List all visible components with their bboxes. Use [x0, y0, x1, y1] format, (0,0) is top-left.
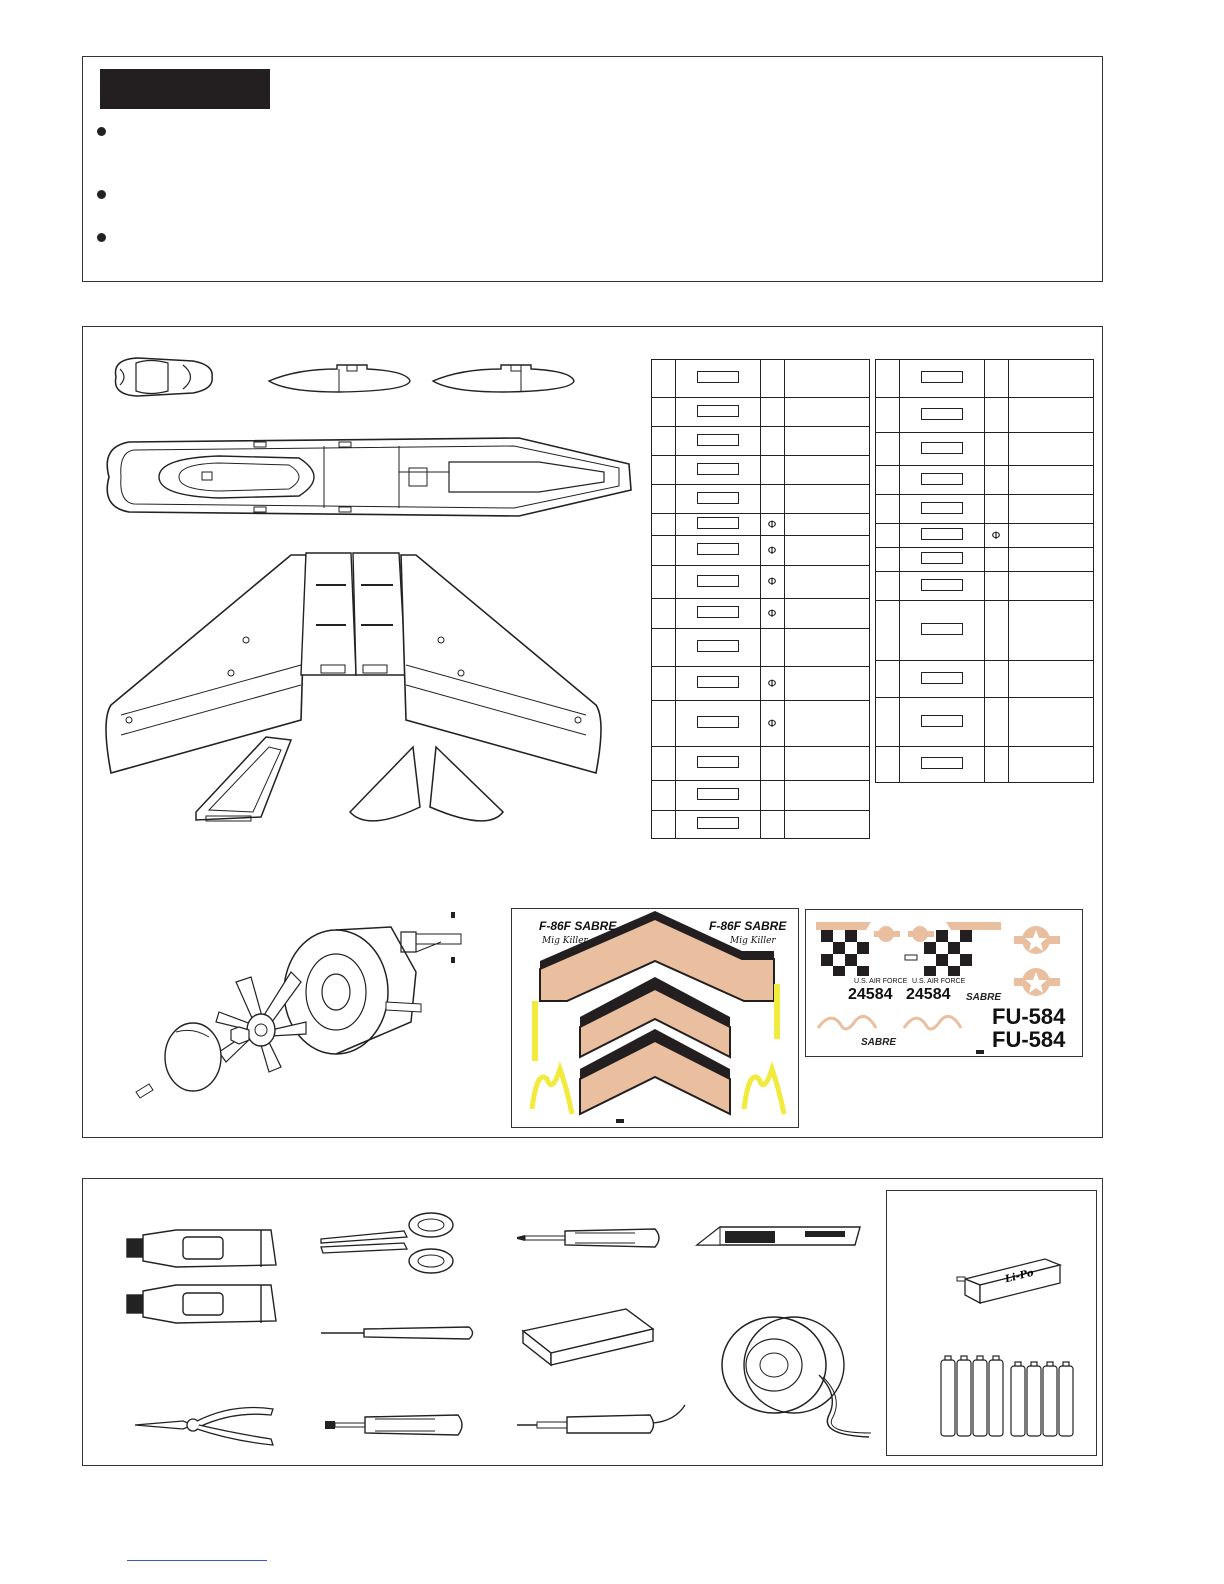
- part-description-cell: [784, 398, 870, 427]
- parts-row: [876, 747, 1094, 783]
- decal-sabre-1: SABRE: [966, 992, 1002, 1003]
- tape-roll-icon: [719, 1305, 879, 1445]
- part-number-cell: [652, 701, 676, 747]
- decal-sheet-1: [511, 908, 799, 1128]
- c-clip-small-icon: [899, 495, 984, 524]
- long-z-rod-icon: [675, 566, 760, 599]
- part-description-cell: [784, 629, 870, 667]
- small-clevis-set-icon: [675, 485, 760, 514]
- part-number-cell: [652, 811, 676, 839]
- part-number-cell: [876, 524, 900, 548]
- decal-sheet-2: [805, 909, 1083, 1057]
- part-number-cell: [652, 536, 676, 566]
- part-dimension-cell: [760, 629, 784, 667]
- linkage-stopper-icon: [675, 398, 760, 427]
- part-description-cell: [1008, 661, 1094, 698]
- parts-row: [652, 456, 870, 485]
- bracket-icon: [899, 433, 984, 466]
- tools-box: [82, 1178, 1103, 1466]
- needle-nose-pliers-icon: [133, 1401, 283, 1451]
- decal-title-right: F-86F SABRE: [709, 919, 787, 933]
- drop-tank-right: [431, 361, 576, 395]
- part-number-cell: [652, 514, 676, 536]
- part-number-cell: [876, 360, 900, 398]
- part-dimension-cell: Φ: [760, 701, 784, 747]
- part-dimension-cell: [984, 661, 1008, 698]
- horizontal-stabilizers-drawing: [348, 742, 508, 827]
- z-bend-rod-icon: [675, 514, 760, 536]
- part-dimension-cell: [984, 495, 1008, 524]
- parts-row: [652, 599, 870, 629]
- part-description-cell: [1008, 466, 1094, 495]
- rod-icon: [899, 524, 984, 548]
- part-number-cell: [876, 747, 900, 783]
- landing-gear-mount-icon: [899, 572, 984, 601]
- spring-icon: [675, 427, 760, 456]
- lipo-label: Li-Po: [1004, 1267, 1035, 1286]
- decal-serial-2: 24584: [906, 986, 951, 1003]
- screw-icon: [675, 629, 760, 667]
- parts-row: [876, 548, 1094, 572]
- vertical-tail-drawing: [191, 732, 296, 824]
- sanding-block-icon: [521, 1301, 656, 1366]
- parts-row: [876, 433, 1094, 466]
- parts-row: [876, 495, 1094, 524]
- part-number-cell: [652, 427, 676, 456]
- parts-row: [652, 360, 870, 398]
- part-number-cell: [652, 667, 676, 701]
- short-spring-icon: [675, 667, 760, 701]
- part-number-cell: [652, 747, 676, 781]
- part-dimension-cell: [984, 466, 1008, 495]
- scissors-icon: [319, 1209, 459, 1279]
- aa-batteries-icon: [939, 1354, 1079, 1439]
- parts-row: [652, 427, 870, 456]
- part-dimension-cell: [984, 747, 1008, 783]
- parts-row: [652, 514, 870, 536]
- part-description-cell: [1008, 601, 1094, 661]
- c-clip-icon: [899, 466, 984, 495]
- part-number-cell: [876, 466, 900, 495]
- wire-icon: [899, 398, 984, 433]
- part-description-cell: [1008, 698, 1094, 747]
- part-number-cell: [876, 433, 900, 466]
- part-description-cell: [1008, 572, 1094, 601]
- part-dimension-cell: [760, 456, 784, 485]
- parts-row: [652, 566, 870, 599]
- glue-tube-icon: [899, 747, 984, 783]
- glue-tubes-icon: [121, 1225, 281, 1345]
- bullet-icon: [97, 233, 106, 242]
- l-bend-rod-icon: [675, 536, 760, 566]
- bullet-icon: [97, 190, 106, 199]
- clevis-set-icon: [675, 456, 760, 485]
- decal-subtitle-right: Mig Killer: [730, 936, 776, 946]
- parts-row: [652, 398, 870, 427]
- parts-row: [652, 811, 870, 839]
- part-number-cell: [652, 456, 676, 485]
- part-dimension-cell: Φ: [760, 536, 784, 566]
- flat-bar-icon: [675, 811, 760, 839]
- parts-table-left: [651, 359, 870, 839]
- part-number-cell: [652, 360, 676, 398]
- part-description-cell: [784, 701, 870, 747]
- decal-code-2: FU-584: [992, 1027, 1066, 1052]
- notice-box: [82, 56, 1103, 282]
- part-number-cell: [876, 601, 900, 661]
- part-number-cell: [876, 398, 900, 433]
- part-dimension-cell: Φ: [760, 599, 784, 629]
- part-number-cell: [876, 495, 900, 524]
- part-description-cell: [1008, 495, 1094, 524]
- wheels-icon: [899, 601, 984, 661]
- part-number-cell: [876, 548, 900, 572]
- parts-row: [876, 524, 1094, 548]
- kit-contents-box: [82, 326, 1103, 1138]
- part-description-cell: [784, 514, 870, 536]
- control-horn-icon: [675, 360, 760, 398]
- part-description-cell: [784, 781, 870, 811]
- parts-row: [652, 667, 870, 701]
- dowel-icon: [899, 698, 984, 747]
- part-dimension-cell: Φ: [760, 667, 784, 701]
- rectangle-plate-icon: [899, 360, 984, 398]
- part-description-cell: [784, 667, 870, 701]
- part-number-cell: [652, 781, 676, 811]
- part-dimension-cell: [984, 360, 1008, 398]
- parts-row: [876, 698, 1094, 747]
- part-number-cell: [876, 572, 900, 601]
- parts-row: [652, 485, 870, 514]
- part-number-cell: [876, 698, 900, 747]
- decal-sabre-2: SABRE: [861, 1037, 897, 1048]
- part-dimension-cell: [760, 360, 784, 398]
- notice-heading-tab: [100, 69, 270, 109]
- parts-table-right: [875, 359, 1094, 783]
- parts-row: [652, 701, 870, 747]
- hobby-knife-icon: [695, 1223, 865, 1253]
- decal-usaf-1: U.S. AIR FORCE: [854, 978, 908, 985]
- gear-icon: [675, 701, 760, 747]
- part-number-cell: [652, 566, 676, 599]
- part-description-cell: [1008, 548, 1094, 572]
- part-dimension-cell: Φ: [760, 566, 784, 599]
- footer-link-underline[interactable]: [127, 1560, 267, 1561]
- soldering-iron-icon: [515, 1401, 690, 1441]
- part-dimension-cell: [760, 398, 784, 427]
- short-z-rod-icon: [675, 599, 760, 629]
- part-description-cell: [1008, 747, 1094, 783]
- part-description-cell: [784, 427, 870, 456]
- parts-row: [652, 629, 870, 667]
- part-number-cell: [652, 398, 676, 427]
- parts-row: [652, 747, 870, 781]
- part-number-cell: [652, 485, 676, 514]
- decal-title-left: F-86F SABRE: [539, 919, 617, 933]
- ducted-fan-unit-drawing: [131, 912, 466, 1112]
- parts-row: [876, 360, 1094, 398]
- part-dimension-cell: [760, 781, 784, 811]
- part-description-cell: [1008, 398, 1094, 433]
- part-description-cell: [784, 747, 870, 781]
- part-description-cell: [784, 536, 870, 566]
- part-dimension-cell: [760, 485, 784, 514]
- drop-tank-left: [267, 361, 412, 395]
- part-dimension-cell: [760, 427, 784, 456]
- part-dimension-cell: [760, 811, 784, 839]
- part-dimension-cell: [984, 548, 1008, 572]
- parts-row: [652, 781, 870, 811]
- part-dimension-cell: [760, 747, 784, 781]
- bullet-icon: [97, 127, 106, 136]
- part-dimension-cell: [984, 433, 1008, 466]
- parts-row: [876, 466, 1094, 495]
- part-number-cell: [652, 629, 676, 667]
- part-description-cell: [1008, 433, 1094, 466]
- awl-icon: [319, 1321, 479, 1345]
- square-plate-icon: [675, 781, 760, 811]
- part-description-cell: [1008, 360, 1094, 398]
- parts-row: [876, 661, 1094, 698]
- part-dimension-cell: [984, 698, 1008, 747]
- part-dimension-cell: Φ: [760, 514, 784, 536]
- parts-row: [876, 572, 1094, 601]
- part-description-cell: [784, 566, 870, 599]
- part-description-cell: [784, 811, 870, 839]
- battery-box: [886, 1190, 1097, 1456]
- strip-icon: [899, 548, 984, 572]
- part-dimension-cell: Φ: [984, 524, 1008, 548]
- canopy-drawing: [108, 355, 218, 400]
- decal-usaf-2: U.S. AIR FORCE: [912, 978, 966, 985]
- wood-screw-icon: [675, 747, 760, 781]
- part-description-cell: [784, 360, 870, 398]
- parts-row: [876, 601, 1094, 661]
- phillips-screwdriver-icon: [515, 1223, 665, 1253]
- part-dimension-cell: [984, 601, 1008, 661]
- part-dimension-cell: [984, 398, 1008, 433]
- part-description-cell: [784, 485, 870, 514]
- part-description-cell: [784, 599, 870, 629]
- part-dimension-cell: [984, 572, 1008, 601]
- washer-icon: [899, 661, 984, 698]
- parts-row: [652, 536, 870, 566]
- part-number-cell: [876, 661, 900, 698]
- decal-subtitle-left: Mig Killer: [542, 936, 588, 946]
- parts-row: [876, 398, 1094, 433]
- hex-screwdriver-icon: [323, 1411, 468, 1439]
- decal-serial-1: 24584: [848, 986, 893, 1003]
- decal-code-1: FU-584: [992, 1004, 1066, 1029]
- part-description-cell: [784, 456, 870, 485]
- part-number-cell: [652, 599, 676, 629]
- part-description-cell: [1008, 524, 1094, 548]
- fuselage-drawing: [99, 432, 634, 522]
